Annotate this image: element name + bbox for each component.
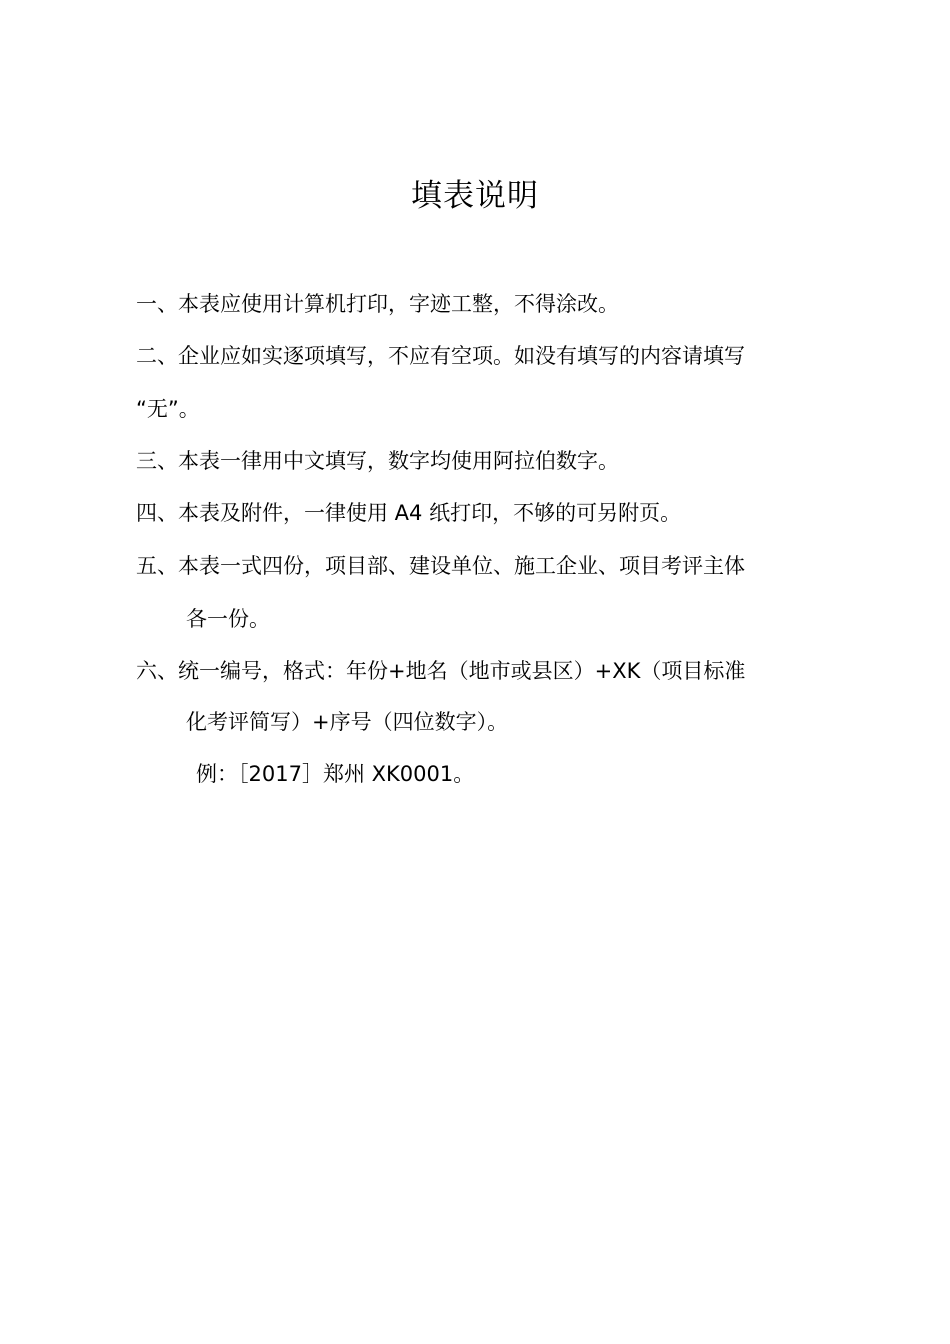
page-title: 填表说明 [411,178,539,214]
instruction-2: 二、企业应如实逐项填写，不应有空项。如没有填写的内容请填写 [136,344,745,368]
instruction-4: 四、本表及附件，一律使用 A4 纸打印，不够的可另附页。 [136,501,682,525]
instruction-5: 五、本表一式四份，项目部、建设单位、施工企业、项目考评主体 [136,554,745,578]
instruction-6-continued: 化考评简写）+序号（四位数字）。 [186,710,509,734]
instruction-6: 六、统一编号，格式：年份+地名（地市或县区）+XK（项目标准 [136,659,746,683]
instruction-1: 一、本表应使用计算机打印，字迹工整，不得涂改。 [136,292,619,316]
instruction-5-continued: 各一份。 [186,607,270,631]
instruction-2-continued: “无”。 [136,397,200,421]
numbering-example: 例：［2017］郑州 XK0001。 [196,762,475,786]
instruction-3: 三、本表一律用中文填写，数字均使用阿拉伯数字。 [136,449,619,473]
